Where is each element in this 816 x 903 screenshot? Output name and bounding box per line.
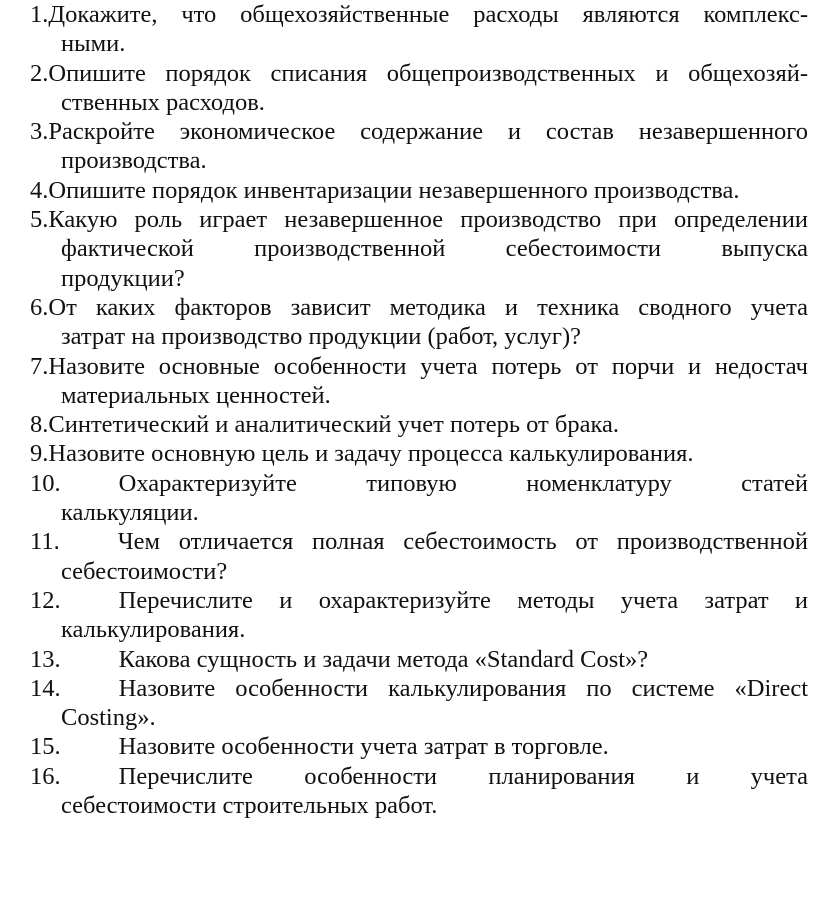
item-text: затрат на производство продукции (работ, услуг)? [61, 323, 581, 351]
item-text: Синтетический и аналитический учет потерь от брака. [48, 411, 619, 439]
item-text: продукции? [61, 264, 185, 292]
item-text: Costing». [61, 704, 156, 732]
item-number: 7. [30, 352, 49, 380]
item-number: 5. [30, 206, 49, 234]
list-item [30, 176, 808, 205]
list-item [30, 762, 808, 821]
item-text: Опишите порядок списания общепроизводственных и общехозяй- [48, 59, 808, 87]
item-number: 13. [30, 645, 61, 673]
item-number: 8. [30, 411, 49, 439]
item-text: фактической производственной себестоимости выпуска [61, 235, 808, 263]
item-text: Назовите основные особенности учета потерь от порчи и недостач [48, 352, 808, 380]
item-text: Докажите, что общехозяйственные расходы являются комплекс- [48, 1, 808, 28]
item-text: Назовите особенности калькулирования по системе «Direct [118, 674, 808, 702]
item-number: 11. [30, 528, 60, 556]
item-number: 1. [30, 1, 49, 28]
list-item [30, 410, 808, 439]
item-number: 3. [30, 118, 49, 146]
item-text: Чем отличается полная себестоимость от производственной [117, 528, 808, 556]
item-number: 16. [30, 762, 61, 790]
item-text: От каких факторов зависит методика и техника сводного учета [48, 293, 808, 321]
item-text: калькулирования. [61, 616, 246, 644]
list-item [30, 59, 808, 118]
item-text: Какова сущность и задачи метода «Standard Cost»? [118, 645, 649, 673]
item-number: 14. [30, 674, 61, 702]
list-item [30, 0, 808, 59]
list-item [30, 469, 808, 528]
item-text: Охарактеризуйте типовую номенклатуру статей [118, 469, 808, 497]
item-number: 2. [30, 59, 49, 87]
list-item [30, 352, 808, 411]
item-text: Раскройте экономическое содержание и состав незавершенного [48, 118, 808, 146]
item-text: Опишите порядок инвентаризации незавершенного производства. [48, 176, 740, 204]
item-text: Назовите основную цель и задачу процесса калькулирования. [48, 440, 694, 468]
item-text: ными. [61, 30, 126, 58]
item-text: Какую роль играет незавершенное производство при определении [48, 206, 808, 234]
item-text: производства. [61, 147, 207, 175]
list-item [30, 527, 808, 586]
question-list [30, 0, 808, 820]
item-text: ственных расходов. [61, 88, 265, 116]
item-number: 6. [30, 293, 49, 321]
item-number: 12. [30, 586, 61, 614]
list-item [30, 586, 808, 645]
item-text: Перечислите особенности планирования и учета [118, 762, 808, 790]
list-item [30, 205, 808, 293]
item-number: 10. [30, 469, 61, 497]
item-text: Назовите особенности учета затрат в торговле. [118, 733, 609, 761]
list-item [30, 732, 808, 761]
list-item [30, 645, 808, 674]
item-text: Перечислите и охарактеризуйте методы учета затрат и [118, 586, 808, 614]
item-text: калькуляции. [61, 499, 199, 527]
list-item [30, 674, 808, 733]
item-number: 15. [30, 733, 61, 761]
list-item [30, 117, 808, 176]
item-number: 4. [30, 176, 49, 204]
item-text: материальных ценностей. [61, 381, 331, 409]
item-text: себестоимости? [61, 557, 228, 585]
list-item [30, 293, 808, 352]
list-item [30, 439, 808, 468]
item-number: 9. [30, 440, 49, 468]
item-text: себестоимости строительных работ. [61, 792, 438, 820]
